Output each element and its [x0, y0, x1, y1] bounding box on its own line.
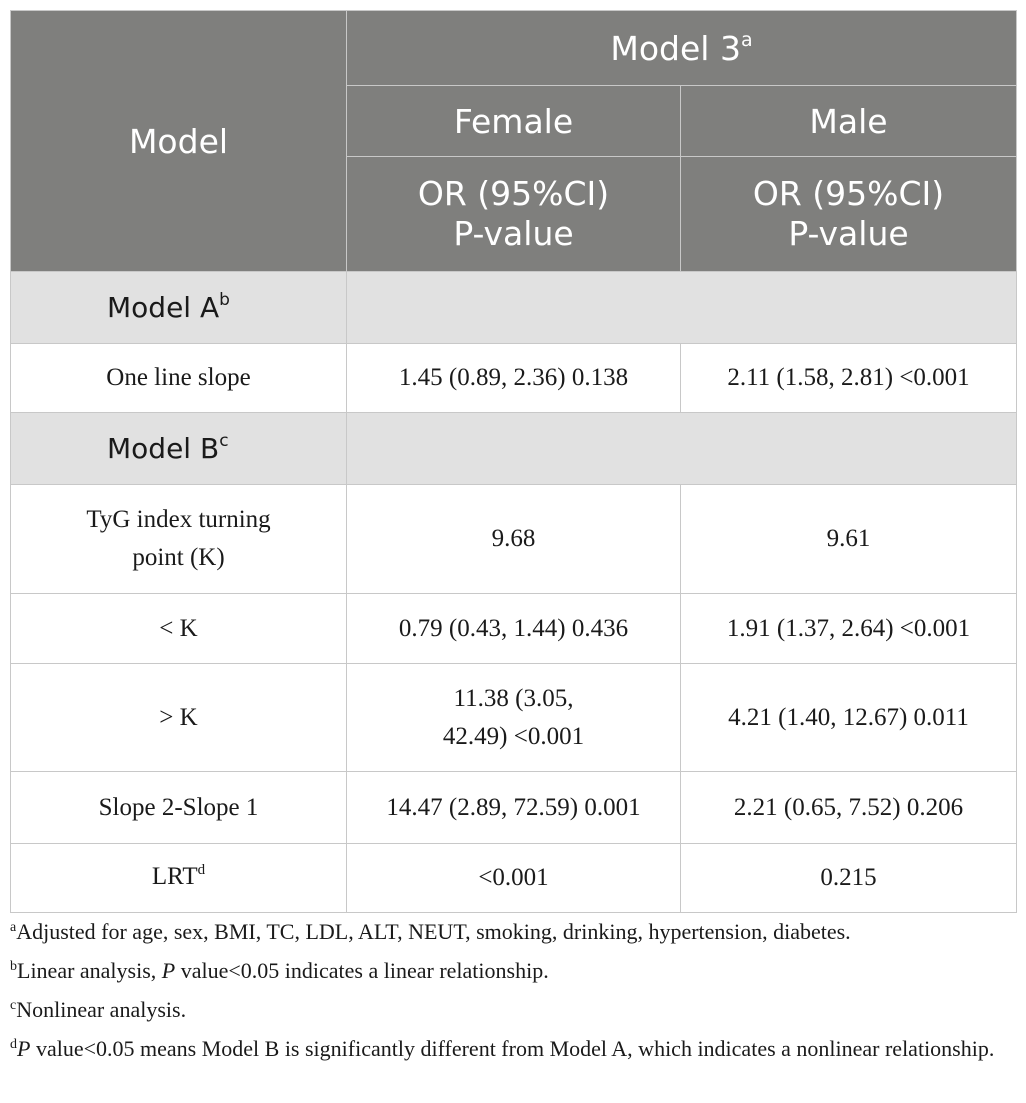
footnote-a-text: Adjusted for age, sex, BMI, TC, LDL, ALT, NEUT, smoking, drinking, hypertension, diabetes.: [16, 919, 851, 944]
male-value: 4.21 (1.40, 12.67) 0.011: [681, 664, 1017, 772]
footnote-d-post: value<0.05 means Model B is significantly different from Model A, which indicates a nonlinear relationship.: [30, 1036, 995, 1061]
female-value-line1: 11.38 (3.05,: [453, 684, 574, 712]
row-label-line2: point (K): [132, 544, 225, 571]
male-value: 2.11 (1.58, 2.81) <0.001: [681, 344, 1017, 413]
row-label: [11, 485, 347, 594]
female-value-line2: 42.49) <0.001: [442, 722, 585, 750]
section-row-model-a: [11, 272, 1017, 344]
section-a-text: Model A: [107, 291, 220, 324]
male-stat-header: [681, 157, 1017, 272]
male-value: 2.21 (0.65, 7.52) 0.206: [681, 772, 1017, 844]
footnote-d-italic: P: [17, 1036, 31, 1061]
table-row: [11, 485, 1017, 594]
row-label-text: LRT: [151, 862, 198, 890]
female-value: 1.45 (0.89, 2.36) 0.138: [347, 344, 681, 413]
footnote-b-pre: Linear analysis,: [17, 958, 162, 983]
footnote-b-post: value<0.05 indicates a linear relationship.: [175, 958, 549, 983]
footnote-b-mark: b: [10, 959, 17, 974]
model3-header-sup: a: [740, 28, 753, 51]
footnotes: [10, 917, 1020, 1073]
section-a-sup: b: [219, 290, 230, 310]
footnote-c-text: Nonlinear analysis.: [16, 997, 187, 1022]
footnote-a: [10, 917, 1020, 951]
row-label: One line slope: [11, 344, 347, 413]
row-label: > K: [11, 664, 347, 772]
results-table-container: [10, 10, 1016, 913]
section-b-text: Model B: [107, 432, 220, 465]
footnote-b: [10, 956, 1020, 990]
row-label: Slope 2-Slope 1: [11, 772, 347, 844]
female-value: [347, 664, 681, 772]
table-row: [11, 772, 1017, 844]
male-value: 1.91 (1.37, 2.64) <0.001: [681, 594, 1017, 664]
male-column-header: Male: [681, 86, 1017, 157]
footnote-c: [10, 995, 1020, 1029]
female-stat-line2: P-value: [453, 214, 574, 253]
footnote-b-italic: P: [161, 958, 176, 983]
row-label-line1: TyG index turning: [86, 506, 271, 533]
row-label-sup: d: [197, 861, 206, 878]
section-a-empty: [347, 272, 1017, 344]
female-value: <0.001: [347, 844, 681, 913]
female-stat-line1: OR (95%CI): [417, 174, 610, 213]
table-row: [11, 664, 1017, 772]
table-row: [11, 844, 1017, 913]
footnote-d-mark: d: [10, 1037, 17, 1052]
section-b-sup: c: [219, 431, 229, 451]
female-value: 9.68: [347, 485, 681, 594]
footnote-d: [10, 1034, 1020, 1068]
model-header-label: Model: [128, 121, 229, 161]
male-stat-line2: P-value: [788, 214, 909, 253]
footnote-c-mark: c: [10, 998, 17, 1013]
section-label-model-a: [11, 272, 347, 344]
male-value: 0.215: [681, 844, 1017, 913]
female-value: 14.47 (2.89, 72.59) 0.001: [347, 772, 681, 844]
table-row: [11, 594, 1017, 664]
female-column-header: Female: [347, 86, 681, 157]
female-value: 0.79 (0.43, 1.44) 0.436: [347, 594, 681, 664]
row-label: [11, 844, 347, 913]
female-stat-header: [347, 157, 681, 272]
male-stat-line1: OR (95%CI): [752, 174, 945, 213]
table-row: [11, 344, 1017, 413]
model3-header-label: Model 3: [610, 28, 741, 68]
row-label: < K: [11, 594, 347, 664]
footnote-a-mark: a: [10, 920, 17, 935]
male-value: 9.61: [681, 485, 1017, 594]
section-label-model-b: [11, 413, 347, 485]
results-table: [10, 10, 1017, 913]
section-b-empty: [347, 413, 1017, 485]
model-column-header: [11, 11, 347, 272]
section-row-model-b: [11, 413, 1017, 485]
model3-group-header: [347, 11, 1017, 86]
